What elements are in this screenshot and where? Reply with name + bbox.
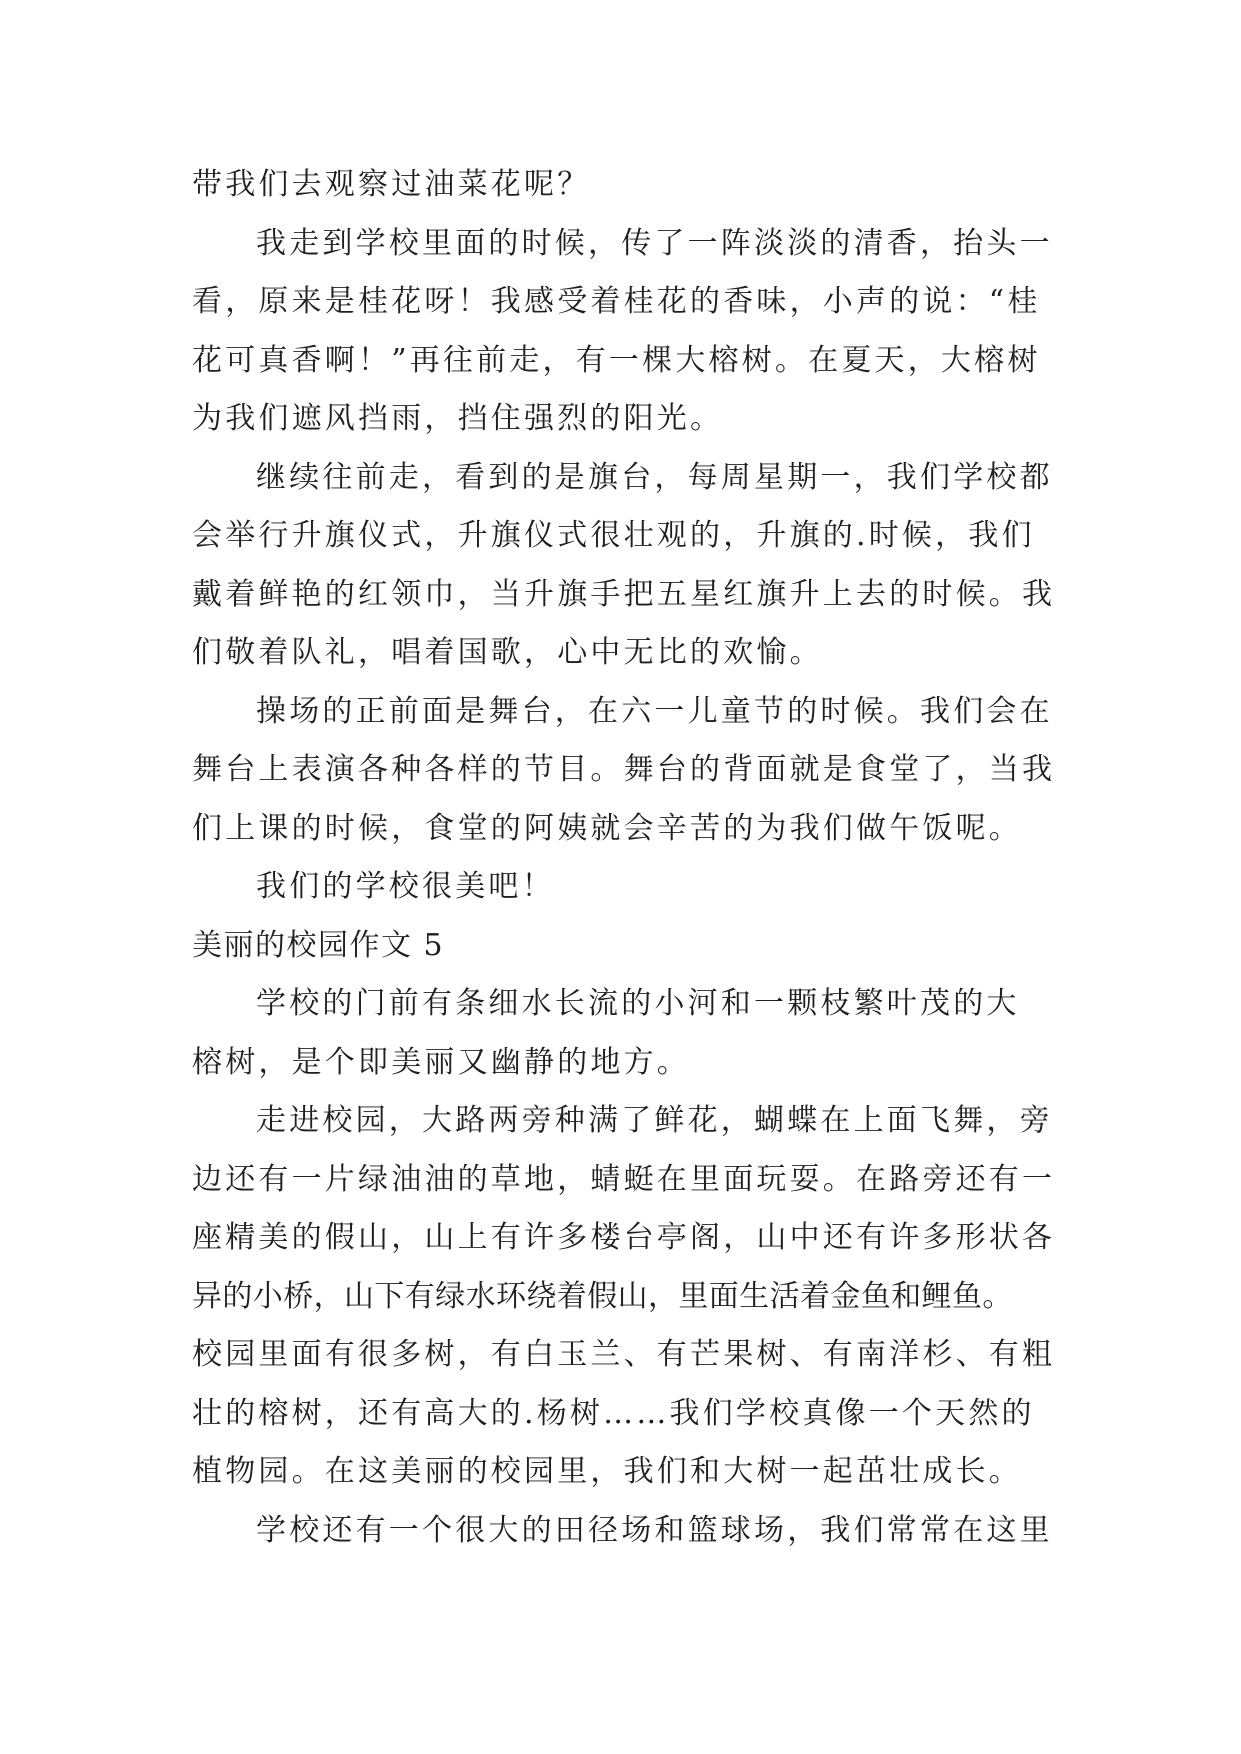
text-line-12: 们上课的时候，食堂的阿姨就会辛苦的为我们做午饭呢。 [192, 810, 1022, 846]
text-line-15: 学校的门前有条细水长流的小河和一颗枝繁叶茂的大 [256, 986, 1020, 1021]
text-line-2: 我走到学校里面的时候，传了一阵淡淡的清香，抬头一 [256, 225, 1053, 261]
text-line-6: 继续往前走，看到的是旗台，每周星期一，我们学校都 [256, 459, 1053, 495]
text-line-18: 边还有一片绿油油的草地，蜻蜓在里面玩耍。在路旁还有一 [192, 1161, 1056, 1197]
text-line-8: 戴着鲜艳的红领巾，当升旗手把五星红旗升上去的时候。我 [192, 576, 1056, 612]
essay-text [192, 156, 1054, 1560]
text-line-13: 我们的学校很美吧！ [256, 869, 555, 904]
text-line-5: 为我们遮风挡雨，挡住强烈的阳光。 [192, 401, 724, 436]
text-line-7: 会举行升旗仪式，升旗仪式很壮观的，升旗的.时候，我们 [192, 518, 1035, 553]
text-line-10: 操场的正前面是舞台，在六一儿童节的时候。我们会在 [256, 693, 1053, 729]
text-line-9: 们敬着队礼，唱着国歌，心中无比的欢愉。 [192, 635, 823, 670]
text-line-11: 舞台上表演各种各样的节目。舞台的背面就是食堂了，当我 [192, 752, 1056, 787]
text-line-17: 走进校园，大路两旁种满了鲜花，蝴蝶在上面飞舞，旁 [256, 1103, 1053, 1138]
text-line-23: 植物园。在这美丽的校园里，我们和大树一起茁壮成长。 [192, 1454, 1022, 1489]
text-line-4: 花可真香啊！”再往前走，有一棵大榕树。在夏天，大榕树 [192, 342, 1041, 378]
text-line-16: 榕树，是个即美丽又幽静的地方。 [192, 1044, 690, 1080]
text-line-1: 带我们去观察过油菜花呢？ [192, 167, 591, 202]
text-line-21: 校园里面有很多树，有白玉兰、有芒果树、有南洋杉、有粗 [192, 1337, 1056, 1372]
text-line-3: 看，原来是桂花呀！我感受着桂花的香味，小声的说：“桂 [192, 284, 1041, 319]
text-line-24: 学校还有一个很大的田径场和篮球场，我们常常在这里 [256, 1512, 1053, 1548]
text-line-22: 壮的榕树，还有高大的.杨树……我们学校真像一个天然的 [192, 1395, 1035, 1431]
text-line-19: 座精美的假山，山上有许多楼台亭阁，山中还有许多形状各 [192, 1220, 1056, 1255]
text-line-20: 异的小桥，山下有绿水环绕着假山，里面生活着金鱼和鲤鱼。 [192, 1278, 1013, 1314]
section-heading: 美丽的校园作文 5 [192, 927, 445, 963]
